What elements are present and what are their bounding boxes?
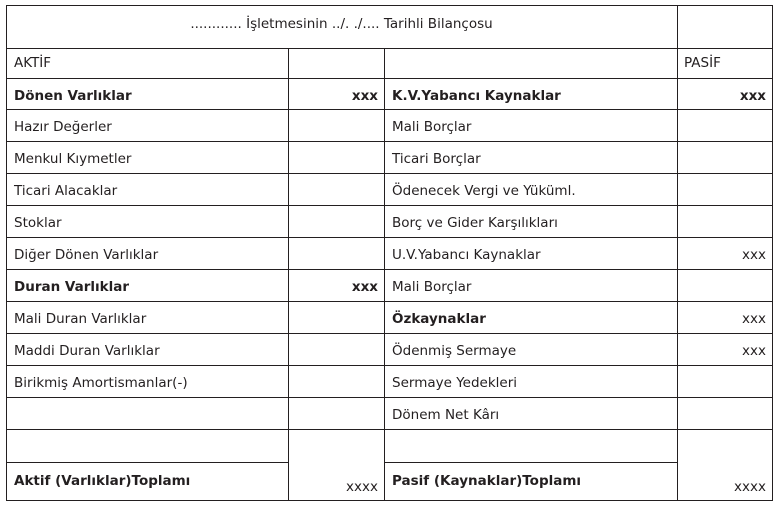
grid-line — [6, 365, 773, 366]
left-value-6: xxx — [351, 279, 378, 295]
right-label-0: K.V.Yabancı Kaynaklar — [392, 88, 561, 104]
aktif-total-label: Aktif (Varlıklar)Toplamı — [14, 473, 191, 489]
aktif-header: AKTİF — [14, 55, 52, 71]
grid-line — [6, 462, 288, 463]
grid-line — [6, 109, 773, 110]
left-label-3: Ticari Alacaklar — [14, 183, 118, 199]
grid-line — [6, 173, 773, 174]
right-label-10: Dönem Net Kârı — [392, 407, 500, 423]
left-label-8: Maddi Duran Varlıklar — [14, 343, 160, 359]
grid-line — [6, 237, 773, 238]
left-label-7: Mali Duran Varlıklar — [14, 311, 147, 327]
right-label-3: Ödenecek Vergi ve Yüküml. — [392, 183, 576, 199]
right-label-7: Özkaynaklar — [392, 311, 486, 327]
grid-line — [6, 205, 773, 206]
grid-line — [6, 301, 773, 302]
right-label-6: Mali Borçlar — [392, 279, 472, 295]
balance-sheet — [6, 5, 773, 501]
grid-line — [6, 397, 773, 398]
pasif-header: PASİF — [684, 55, 721, 71]
right-label-9: Sermaye Yedekleri — [392, 375, 518, 391]
grid-line — [384, 48, 385, 501]
grid-line — [6, 48, 773, 49]
pasif-total-value: xxxx — [734, 479, 766, 495]
left-label-0: Dönen Varlıklar — [14, 88, 132, 104]
left-value-0: xxx — [351, 88, 378, 104]
left-label-1: Hazır Değerler — [14, 119, 112, 135]
right-label-4: Borç ve Gider Karşılıkları — [392, 215, 558, 231]
grid-line — [6, 333, 773, 334]
grid-line — [6, 500, 773, 501]
grid-line — [288, 48, 289, 501]
left-label-5: Diğer Dönen Varlıklar — [14, 247, 159, 263]
right-label-8: Ödenmiş Sermaye — [392, 343, 517, 359]
right-value-0: xxx — [739, 88, 766, 104]
grid-line — [384, 462, 677, 463]
right-label-5: U.V.Yabancı Kaynaklar — [392, 247, 541, 263]
pasif-total-label: Pasif (Kaynaklar)Toplamı — [392, 473, 582, 489]
grid-line — [6, 269, 773, 270]
left-label-6: Duran Varlıklar — [14, 279, 130, 295]
grid-line — [772, 5, 773, 501]
sheet-title: ............ İşletmesinin ../. ./.... Tarihli Bilançosu — [190, 16, 493, 32]
right-value-7: xxx — [742, 311, 766, 327]
grid-line — [6, 78, 773, 79]
aktif-total-value: xxxx — [346, 479, 378, 495]
grid-line — [6, 141, 773, 142]
right-value-5: xxx — [742, 247, 766, 263]
left-label-2: Menkul Kıymetler — [14, 151, 132, 167]
right-value-8: xxx — [742, 343, 766, 359]
right-label-2: Ticari Borçlar — [392, 151, 481, 167]
right-label-1: Mali Borçlar — [392, 119, 472, 135]
left-label-4: Stoklar — [14, 215, 62, 231]
grid-line — [6, 429, 773, 430]
grid-line — [6, 5, 7, 501]
grid-line — [6, 5, 773, 6]
left-label-9: Birikmiş Amortismanlar(-) — [14, 375, 188, 391]
